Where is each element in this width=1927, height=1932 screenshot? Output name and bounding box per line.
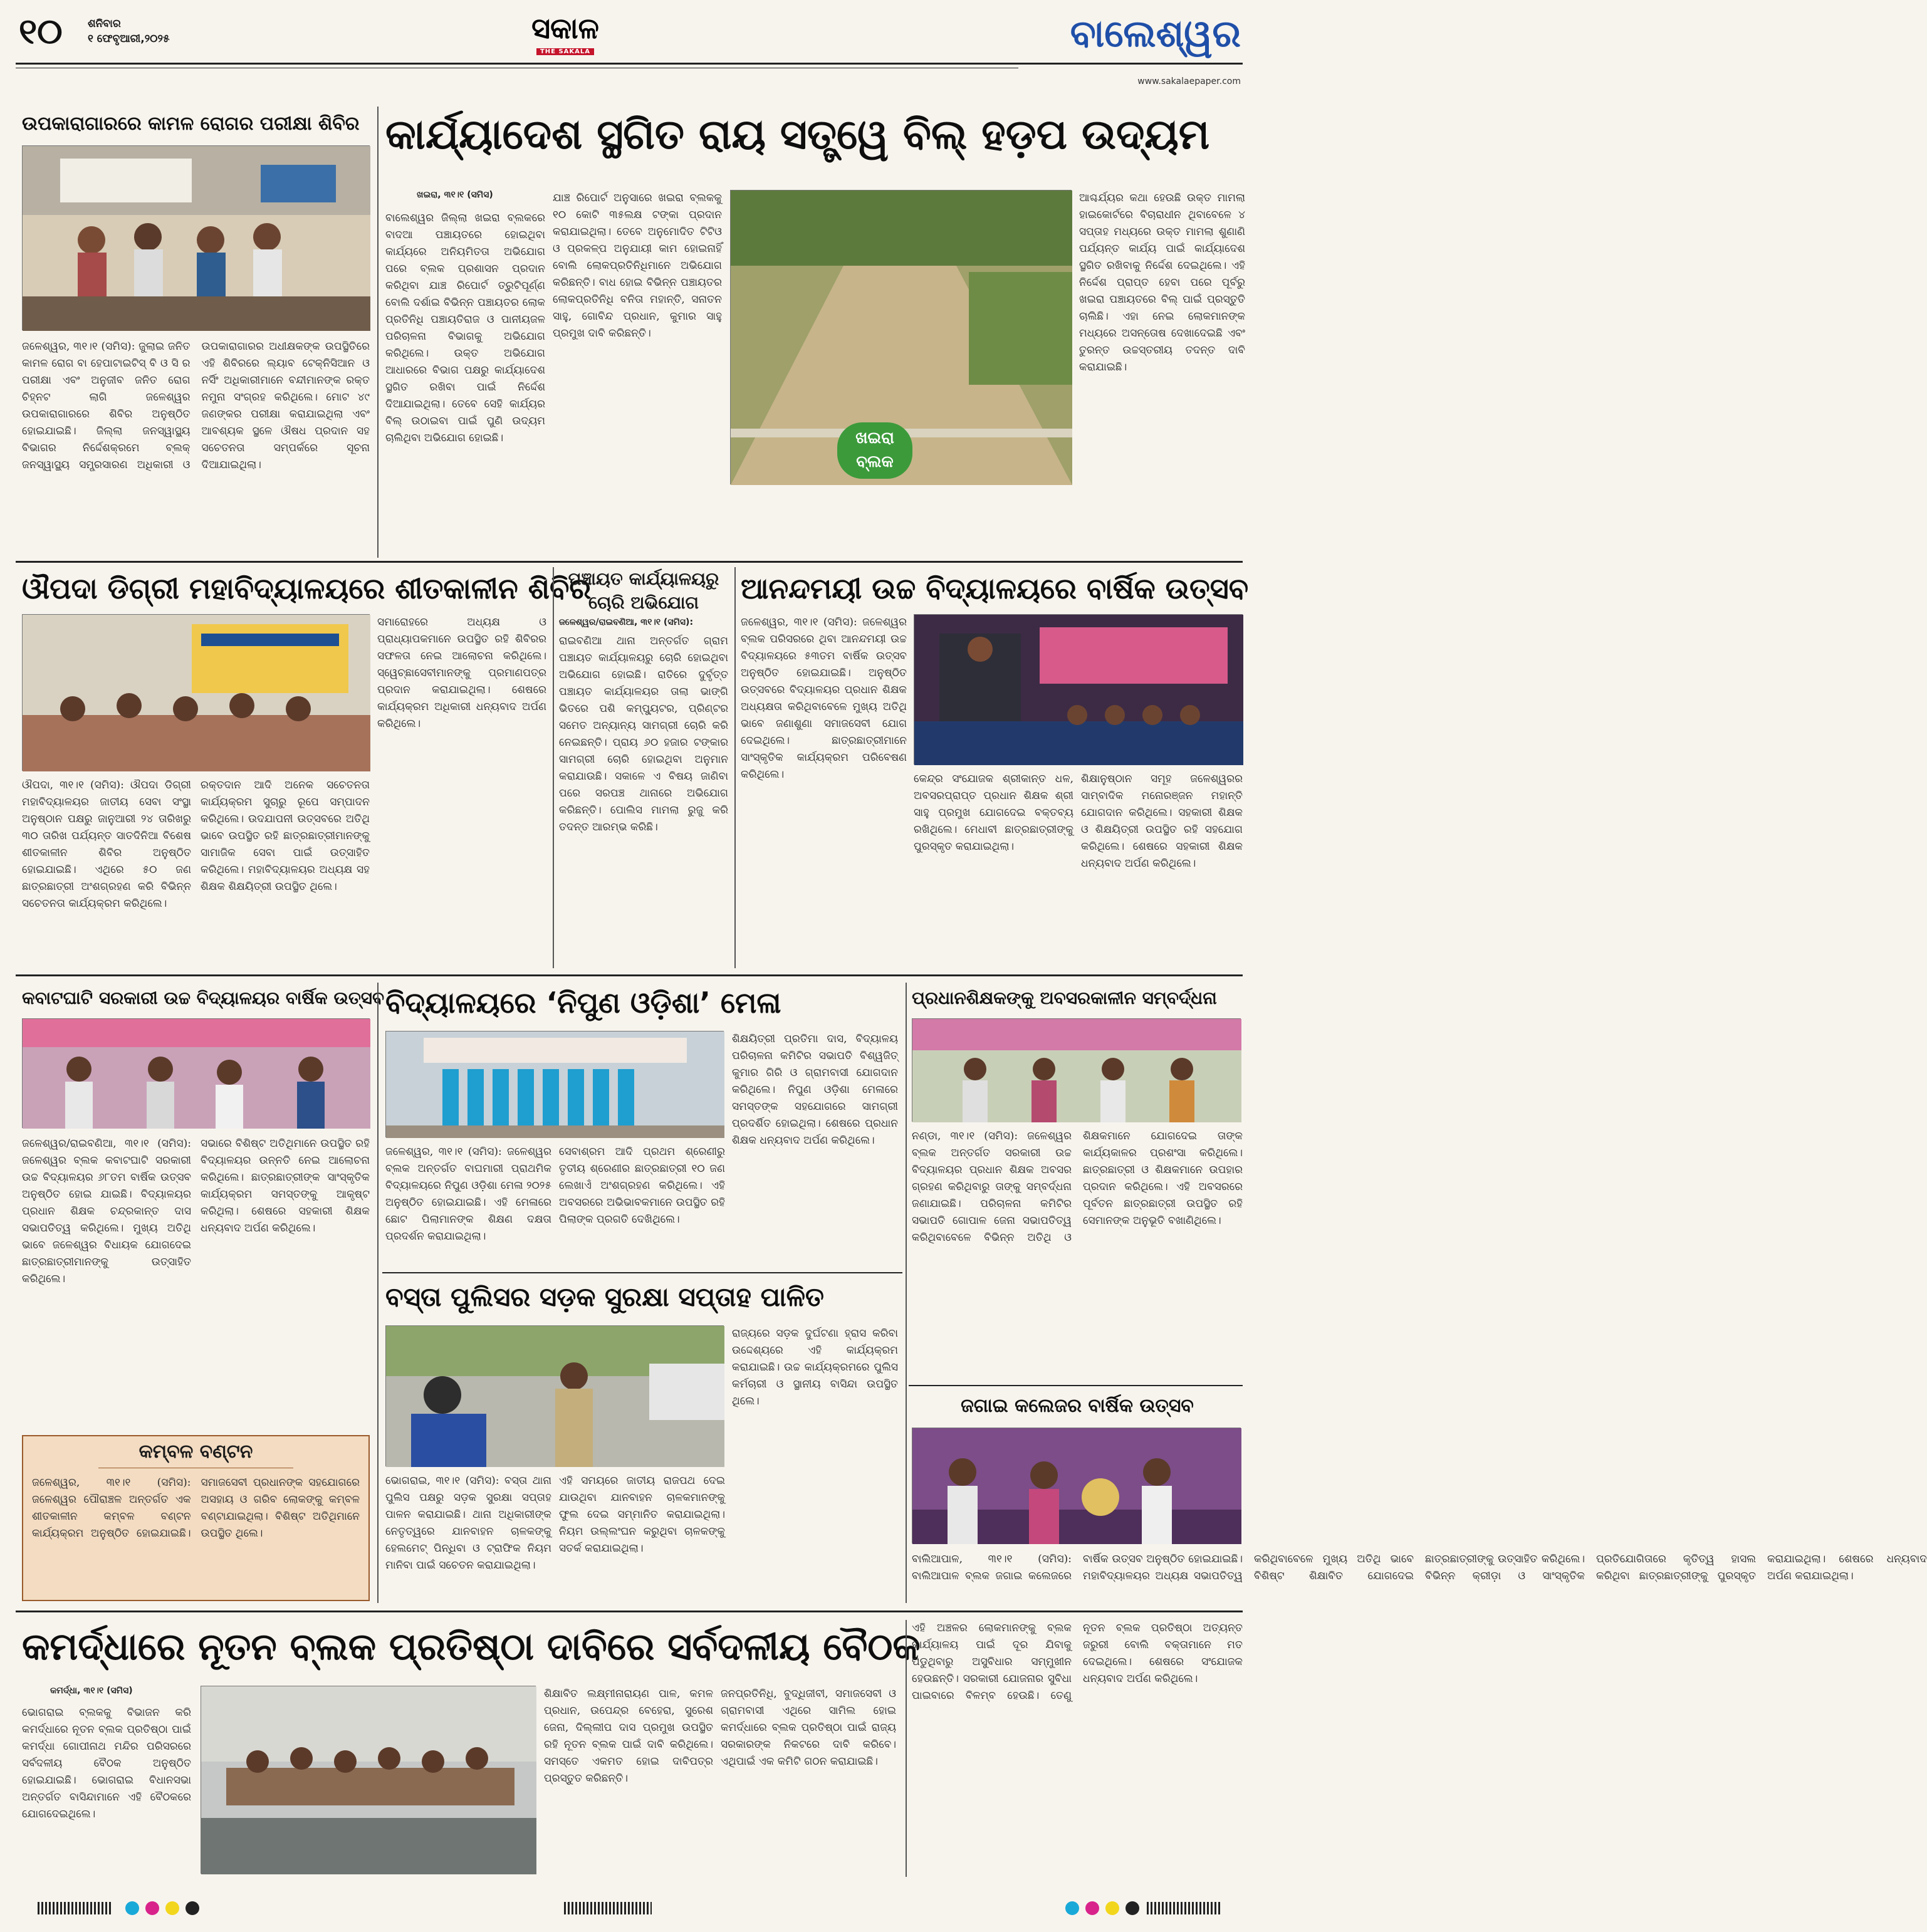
article-12-headline: କମର୍ଦ୍ଧାରେ ନୂତନ ବ୍ଲକ ପ୍ରତିଷ୍ଠା ଦାବିରେ ସର୍ବଦଳୀୟ ବୈଠକ (22, 1625, 921, 1669)
paper-name-en: THE SAKALA (536, 48, 594, 55)
article-12-body-4: ଏହି ଅଞ୍ଚଳର ଲୋକମାନଙ୍କୁ ବ୍ଲକ କାର୍ଯ୍ୟାଳୟ ପାଇଁ ଦୂର ଯିବାକୁ ପଡୁଥିବାରୁ ଅସୁବିଧାର ସମ୍ମୁଖୀନ ହେଉଛନ୍ତି। ସରକାରୀ ଯୋଜନାର ସୁବିଧା ପାଇବାରେ ବିଳମ୍ବ ହେଉଛି। ତେଣୁ ନୂତନ ବ୍ଲକ ପ୍ରତିଷ୍ଠା ଅତ୍ୟନ୍ତ ଜରୁରୀ ବୋଲି ବକ୍ତାମାନେ ମତ ଦେଇଥିଲେ। ଶେଷରେ ସଂଯୋଜକ ଧନ୍ୟବାଦ ଅର୍ପଣ କରିଥିଲେ। (912, 1622, 1243, 1702)
article-1-photo (22, 145, 370, 330)
khaira-block-badge (837, 422, 912, 479)
article-7-photo (385, 1031, 724, 1137)
jagai-college-photo-image (912, 1428, 1241, 1544)
article-5-photo (914, 614, 1243, 765)
article-6-body-1: ଜଳେଶ୍ୱର/ରାଇବଣିଆ, ୩୧।୧ (ସମିସ): ଜଳେଶ୍ୱର ବ୍ଲକ କବାଟଘାଟି ସରକାରୀ ଉଚ୍ଚ ବିଦ୍ୟାଳୟର ୬୮ତମ ବାର୍ଷିକ ଉତ୍ସବ ଅନୁଷ୍ଠିତ ହୋଇ ଯାଇଛି। ବିଦ୍ୟାଳୟର ପ୍ରଧାନ ଶିକ୍ଷକ ଚନ୍ଦ୍ରକାନ୍ତ ଦାସ ସଭାପତିତ୍ୱ କରିଥିଲେ। ମୁଖ୍ୟ ଅତିଥି ଭାବେ ଜଳେଶ୍ୱର ବିଧାୟକ ଯୋଗଦେଇ ଛାତ୍ରଛାତ୍ରୀମାନଙ୍କୁ ଉତ୍ସାହିତ କରିଥିଲେ। (22, 1137, 191, 1285)
article-12-body-2: ଶିକ୍ଷାବିତ ଲକ୍ଷ୍ମୀନାରାୟଣ ପାଳ, କମଳ ପ୍ରଧାନ, ଉପେନ୍ଦ୍ର ବେହେରା, ସୁରେଶ ଜେନା, ଦିଲ୍ଲୀପ ଦାସ ପ୍ରମୁଖ ଉପସ୍ଥିତ ରହି ନୂତନ ବ୍ଲକ ପାଇଁ ଦାବି କରିଥିଲେ। ସମସ୍ତେ ଏକମତ ହୋଇ ଦାବିପତ୍ର ପ୍ରସ୍ତୁତ କରିଛନ୍ତି। (544, 1688, 713, 1785)
col-rule-1 (377, 107, 379, 558)
masthead-rule (16, 63, 1243, 65)
article-7-body-2: ସେବାଶ୍ରମ ଆଦି ପ୍ରଥମ ଶ୍ରେଣୀରୁ ତୃତୀୟ ଶ୍ରେଣୀର ଛାତ୍ରଛାତ୍ରୀ ୧୦ ଜଣ ଲେଖାଏଁ ଅଂଶଗ୍ରହଣ କରିଥିଲେ। ଏହି ଅବସରରେ ଅଭିଭାବକମାନେ ଉପସ୍ଥିତ ରହି ପିଲାଙ୍କ ପ୍ରଗତି ଦେଖିଥିଲେ। (559, 1146, 725, 1226)
article-8-photo (912, 1018, 1241, 1122)
article-2-headline: କାର୍ଯ୍ୟାଦେଶ ସ୍ଥଗିତ ରାୟ ସତ୍ତ୍ୱେ ବିଲ୍ ହଡ଼ପ ଉଦ୍ୟମ (385, 110, 1210, 159)
registration-dot-cyan (125, 1901, 139, 1915)
nss-camp-photo-image (23, 615, 370, 771)
article-9-headline: ବସ୍ତା ପୁଲିସର ସଡ଼କ ସୁରକ୍ଷା ସପ୍ତାହ ପାଳିତ (385, 1282, 824, 1312)
masthead-day: ଶନିବାର (88, 18, 121, 30)
col-rule-4 (377, 983, 379, 1603)
article-2-dateline: ଖଇରା, ୩୧।୧ (ସମିସ) (417, 190, 493, 200)
article-6-body-2: ସଭାରେ ବିଶିଷ୍ଟ ଅତିଥିମାନେ ଉପସ୍ଥିତ ରହି ବିଦ୍ୟାଳୟର ଉନ୍ନତି ନେଇ ଆଲୋଚନା କରିଥିଲେ। ଛାତ୍ରଛାତ୍ରୀଙ୍କ ସାଂସ୍କୃତିକ କାର୍ଯ୍ୟକ୍ରମ ସମସ୍ତଙ୍କୁ ଆକୃଷ୍ଟ କରିଥିଲା। ଶେଷରେ ସହକାରୀ ଶିକ୍ଷକ ଧନ୍ୟବାଦ ଅର୍ପଣ କରିଥିଲେ। (201, 1137, 370, 1235)
article-3-body-3: ସମାରୋହରେ ଅଧ୍ୟକ୍ଷ ଓ ପ୍ରାଧ୍ୟାପକମାନେ ଉପସ୍ଥିତ ରହି ଶିବିରର ସଫଳତା ନେଇ ଆଲୋଚନା କରିଥିଲେ। ସ୍ୱେଚ୍ଛାସେବୀମାନଙ୍କୁ ପ୍ରମାଣପତ୍ର ପ୍ରଦାନ କରାଯାଇଥିଲା। ଶେଷରେ କାର୍ଯ୍ୟକ୍ରମ ଅଧିକାରୀ ଧନ୍ୟବାଦ ଅର୍ପଣ କରିଥିଲେ। (377, 616, 546, 730)
registration-dot-yellow (165, 1901, 179, 1915)
registration-bars-center (564, 1902, 652, 1914)
nipun-mela-photo-image (386, 1031, 724, 1138)
article-5-body-2: କେନ୍ଦ୍ର ସଂଯୋଜକ ଶ୍ରୀକାନ୍ତ ଧଳ, ଅବସରପ୍ରାପ୍ତ ପ୍ରଧାନ ଶିକ୍ଷକ ଶ୍ରୀ ସାହୁ ପ୍ରମୁଖ ଯୋଗଦେଇ ବକ୍ତବ୍ୟ ରଖିଥିଲେ। ମେଧାବୀ ଛାତ୍ରଛାତ୍ରୀଙ୍କୁ ପୁରସ୍କୃତ କରାଯାଇଥିଲା। (914, 773, 1073, 853)
article-5-body-3: ଶିକ୍ଷାନୁଷ୍ଠାନ ସମୂହ ଜଳେଶ୍ୱରର ସାମ୍ବାଦିକ ମନୋରଞ୍ଜନ ମହାନ୍ତି ଯୋଗଦାନ କରିଥିଲେ। ସହକାରୀ ଶିକ୍ଷକ ଓ ଶିକ୍ଷୟିତ୍ରୀ ଉପସ୍ଥିତ ରହି ସହଯୋଗ କରିଥିଲେ। ଶେଷରେ ସହକାରୀ ଶିକ୍ଷକ ଧନ୍ୟବାଦ ଅର୍ପଣ କରିଥିଲେ। (1081, 773, 1243, 870)
camp-photo-image (23, 146, 370, 331)
article-9-body-3: ରାଜ୍ୟରେ ସଡ଼କ ଦୁର୍ଘଟଣା ହ୍ରାସ କରିବା ଉଦ୍ଦେଶ୍ୟରେ ଏହି କାର୍ଯ୍ୟକ୍ରମ କରାଯାଇଛି। ଉଚ୍ଚ କାର୍ଯ୍ୟକ୍ରମରେ ପୁଲିସ କର୍ମଚାରୀ ଓ ସ୍ଥାନୀୟ ବାସିନ୍ଦା ଉପସ୍ଥିତ ଥିଲେ। (732, 1327, 898, 1407)
badge-line-1: ଖଇରା (855, 429, 894, 447)
article-2-body-2: ଯାଞ୍ଚ ରିପୋର୍ଟ ଅନୁସାରେ ଖଇରା ବ୍ଲକକୁ ୧୦ କୋଟି ୩୫ଲକ୍ଷ ଟଙ୍କା ପ୍ରଦାନ କରାଯାଇଥିଲା। ତେବେ ଅନୁମୋଦିତ ଟିଟିଓ ଓ ପ୍ରକଳ୍ପ ଅନୁଯାୟୀ କାମ ହୋଇନାହିଁ ବୋଲି ଲୋକପ୍ରତିନିଧିମାନେ ଅଭିଯୋଗ କରିଛନ୍ତି। ବାଧ ହୋଇ ବିଭିନ୍ନ ପଞ୍ଚାୟତର ଲୋକପ୍ରତିନିଧି ବନିତା ମହାନ୍ତି, ସନାତନ ସାହୁ, ଗୋବିନ୍ଦ ପ୍ରଧାନ, କୁମାର ସାହୁ ପ୍ରମୁଖ ଦାବି କରିଛନ୍ତି। (553, 192, 722, 340)
article-9-body-1: ଭୋଗରାଇ, ୩୧।୧ (ସମିସ): ବସ୍ତା ଥାନା ପୁଲିସ ପକ୍ଷରୁ ସଡ଼କ ସୁରକ୍ଷା ସପ୍ତାହ ପାଳନ କରାଯାଇଛି। ଥାନା ଅଧିକାରୀଙ୍କ ନେତୃତ୍ୱରେ ଯାନବାହନ ଚାଳକଙ୍କୁ ହେଲମେଟ୍ ପିନ୍ଧିବା ଓ ଟ୍ରାଫିକ ନିୟମ ମାନିବା ପାଇଁ ସଚେତନ କରାଯାଇଥିଲା। (385, 1475, 551, 1572)
registration-dot-magenta-right (1085, 1901, 1099, 1915)
article-10-body: ବାଲିଆପାଳ, ୩୧।୧ (ସମିସ): ବାଲିଆପାଳ ବ୍ଲକ ଜଗାଇ କଲେଜରେ ବାର୍ଷିକ ଉତ୍ସବ ଅନୁଷ୍ଠିତ ହୋଇଯାଇଛି। ମହାବିଦ୍ୟାଳୟର ଅଧ୍ୟକ୍ଷ ସଭାପତିତ୍ୱ କରିଥିବାବେଳେ ମୁଖ୍ୟ ଅତିଥି ଭାବେ ବିଶିଷ୍ଟ ଶିକ୍ଷାବିତ ଯୋଗଦେଇ ଛାତ୍ରଛାତ୍ରୀଙ୍କୁ ଉତ୍ସାହିତ କରିଥିଲେ। ବିଭିନ୍ନ କ୍ରୀଡ଼ା ଓ ସାଂସ୍କୃତିକ ପ୍ରତିଯୋଗିତାରେ କୃତିତ୍ୱ ହାସଲ କରିଥିବା ଛାତ୍ରଛାତ୍ରୀଙ୍କୁ ପୁରସ୍କୃତ କରାଯାଇଥିଲା। ଶେଷରେ ଧନ୍ୟବାଦ ଅର୍ପଣ କରାଯାଇଥିଲା। (912, 1553, 1927, 1582)
article-4-headline-line-2: ଚୋରି ଅଭିଯୋଗ (588, 592, 699, 613)
masthead-date: ୧ ଫେବୃଆରୀ,୨୦୨୫ (88, 33, 170, 45)
article-9-photo (385, 1325, 724, 1466)
col-rule-6 (906, 1620, 907, 1877)
inner-rule-2 (909, 1385, 1243, 1386)
article-2-photo (730, 190, 1072, 484)
article-6-headline: କବାଟଘାଟି ସରକାରୀ ଉଚ୍ଚ ବିଦ୍ୟାଳୟର ବାର୍ଷିକ ଉତ୍ସବ (22, 988, 385, 1008)
col-rule-5 (906, 983, 907, 1603)
article-3-body-1: ଔପଦା, ୩୧।୧ (ସମିସ): ଔପଦା ଡିଗ୍ରୀ ମହାବିଦ୍ୟାଳୟର ଜାତୀୟ ସେବା ସଂସ୍ଥା ଅନୁଷ୍ଠାନ ପକ୍ଷରୁ ଜାନୁଆରୀ ୨୪ ତାରିଖରୁ ୩୦ ତାରିଖ ପର୍ଯ୍ୟନ୍ତ ସାତଦିନିଆ ବିଶେଷ ଶୀତକାଳୀନ ଶିବିର ଅନୁଷ୍ଠିତ ହୋଇଯାଇଛି। ଏଥିରେ ୫୦ ଜଣ ଛାତ୍ରଛାତ୍ରୀ ଅଂଶଗ୍ରହଣ କରି ବିଭିନ୍ନ ସଚେତନତା କାର୍ଯ୍ୟକ୍ରମ କରିଥିଲେ। (22, 779, 191, 910)
article-3-body-2: ରକ୍ତଦାନ ଆଦି ଅନେକ ସଚେତନତା କାର୍ଯ୍ୟକ୍ରମ ସୁଚାରୁ ରୂପେ ସମ୍ପାଦନ କରିଥିଲେ। ଉଦଯାପନୀ ଉତ୍ସବରେ ଅତିଥି ଭାବେ ଉପସ୍ଥିତ ରହି ଛାତ୍ରଛାତ୍ରୀମାନଙ୍କୁ ସାମାଜିକ ସେବା ପାଇଁ ଉତ୍ସାହିତ କରିଥିଲେ। ମହାବିଦ୍ୟାଳୟର ଅଧ୍ୟକ୍ଷ ସହ ଶିକ୍ଷକ ଶିକ୍ଷୟିତ୍ରୀ ଉପସ୍ଥିତ ଥିଲେ। (201, 779, 370, 893)
registration-bars-left (38, 1902, 113, 1914)
article-10-headline: ଜଗାଇ କଲେଜର ବାର୍ଷିକ ଉତ୍ସବ (961, 1395, 1194, 1417)
registration-dot-magenta (145, 1901, 159, 1915)
registration-dot-cyan-right (1065, 1901, 1079, 1915)
registration-dot-yellow-right (1105, 1901, 1119, 1915)
article-11-headline: କମ୍ବଳ ବଣ୍ଟନ (98, 1436, 293, 1468)
article-4-headline (559, 567, 728, 615)
footer-strip (0, 1893, 1258, 1924)
article-7-headline: ବିଦ୍ୟାଳୟରେ ‘ନିପୁଣ ଓଡ଼ିଶା’ ମେଳା (385, 986, 781, 1020)
article-10-photo (912, 1428, 1241, 1543)
edition-name: ବାଲେଶ୍ୱର (1070, 12, 1241, 56)
inner-rule-1 (382, 1272, 902, 1273)
article-12-photo (201, 1686, 536, 1874)
article-1-body: ଜଳେଶ୍ୱର, ୩୧।୧ (ସମିସ): ଜୁଲାଇ ଜନିତ କାମଳ ରୋଗ ବା ହେପାଟାଇଟିସ୍ ବି ଓ ସି ର ପରୀକ୍ଷା ଏବଂ ଅନୁଜୀବ ଜନିତ ରୋଗ ଚିହ୍ନଟ ଲାଗି ଜଳେଶ୍ୱର ଉପକାରାଗାରରେ ଶିବିର ଅନୁଷ୍ଠିତ ହୋଇଯାଇଛି। ଜିଲ୍ଲା ଜନସ୍ୱାସ୍ଥ୍ୟ ବିଭାଗର ନିର୍ଦ୍ଦେଶକ୍ରମେ ବ୍ଲକ୍ ଜନସ୍ୱାସ୍ଥ୍ୟ ସମ୍ପ୍ରସାରଣ ଅଧିକାରୀ ଓ ଉପକାରାଗାରର ଅଧୀକ୍ଷକଙ୍କ ଉପସ୍ଥିତିରେ ଏହି ଶିବିରରେ ଲ୍ୟାବ ଟେକ୍ନିସିଆନ ଓ ନର୍ସିଂ ଅଧିକାରୀମାନେ ବନ୍ଦୀମାନଙ୍କ ରକ୍ତ ନମୁନା ସଂଗ୍ରହ କରିଥିଲେ। ମୋଟ ୪୯ ଜଣଙ୍କର ପରୀକ୍ଷା କରାଯାଇଥିଲା ଏବଂ ଆବଶ୍ୟକ ସ୍ଥଳେ ଔଷଧ ପ୍ରଦାନ ସହ ସଚେତନତା ସମ୍ପର୍କରେ ସୂଚନା ଦିଆଯାଇଥିଲା। (22, 340, 370, 471)
article-2-body-1: ବାଲେଶ୍ୱର ଜିଲ୍ଲା ଖଇରା ବ୍ଲକରେ ବାଦଆ ପଞ୍ଚାୟତରେ ହୋଇଥିବା କାର୍ଯ୍ୟରେ ଅନିୟମିତତା ଅଭିଯୋଗ ପରେ ବ୍ଲକ ପ୍ରଶାସନ ପ୍ରଦାନ କରିଥିବା ଯାଞ୍ଚ ରିପୋର୍ଟ ତ୍ରୁଟିପୂର୍ଣ୍ଣ ବୋଲି ଦର୍ଶାଇ ବିଭିନ୍ନ ପଞ୍ଚାୟତର ଲୋକ ପ୍ରତିନିଧି ପଞ୍ଚାୟତିରାଜ ଓ ପାନୀୟଜଳ ପରିଚାଳନା ବିଭାଗକୁ ଅଭିଯୋଗ କରିଥିଲେ। ଉକ୍ତ ଅଭିଯୋଗ ଆଧାରରେ ବିଭାଗ ପକ୍ଷରୁ କାର୍ଯ୍ୟାଦେଶ ସ୍ଥଗିତ ରଖିବା ପାଇଁ ନିର୍ଦ୍ଦେଶ ଦିଆଯାଇଥିଲା। ତେବେ ସେହି କାର୍ଯ୍ୟର ବିଲ୍ ଉଠାଇବା ପାଇଁ ପୁଣି ଉଦ୍ୟମ ଚାଲିଥିବା ଅଭିଯୋଗ ହୋଇଛି। (385, 212, 545, 444)
article-12-dateline: କମର୍ଦ୍ଧା, ୩୧।୧ (ସମିସ) (50, 1686, 133, 1696)
article-4-dateline: ଜଳେଶ୍ୱର/ରାଇବଣିଆ, ୩୧।୧ (ସମିସ): (559, 617, 694, 627)
article-3-photo (22, 614, 370, 771)
article-11-box (22, 1435, 370, 1601)
article-9-body-2: ଏହି ସମୟରେ ଜାତୀୟ ରାଜପଥ ଦେଇ ଯାଉଥିବା ଯାନବାହନ ଚାଳକମାନଙ୍କୁ ଫୁଲ ଦେଇ ସମ୍ମାନିତ କରାଯାଇଥିଲା। ନିୟମ ଉଲ୍ଲଂଘନ କରୁଥିବା ଚାଳକଙ୍କୁ ସତର୍କ କରାଯାଇଥିଲା। (559, 1475, 725, 1555)
retirement-felicitation-photo-image (912, 1019, 1241, 1122)
road-safety-photo-image (386, 1326, 724, 1467)
col-rule-3 (734, 567, 736, 968)
annual-function-photo-image (914, 615, 1243, 765)
article-5-headline: ଆନନ୍ଦମୟୀ ଉଚ୍ଚ ବିଦ୍ୟାଳୟରେ ବାର୍ଷିକ ଉତ୍ସବ (741, 572, 1249, 605)
article-12-body-3: ଜନପ୍ରତିନିଧି, ବୁଦ୍ଧିଜୀବୀ, ସମାଜସେବୀ ଓ ଗ୍ରାମବାସୀ ଏଥିରେ ସାମିଲ ହୋଇ କମର୍ଦ୍ଧାରେ ବ୍ଲକ ପ୍ରତିଷ୍ଠା ପାଇଁ ରାଜ୍ୟ ସରକାରଙ୍କ ନିକଟରେ ଦାବି କରିବେ। ଏଥିପାଇଁ ଏକ କମିଟି ଗଠନ କରାଯାଇଛି। (721, 1688, 896, 1768)
article-7-body-3: ଶିକ୍ଷୟିତ୍ରୀ ପ୍ରତିମା ଦାସ, ବିଦ୍ୟାଳୟ ପରିଚାଳନା କମିଟିର ସଭାପତି ବିଶ୍ୱଜିତ୍ କୁମାର ଗିରି ଓ ଗ୍ରାମବାସୀ ଯୋଗଦାନ କରିଥିଲେ। ନିପୁଣ ଓଡ଼ିଶା ମେଳାରେ ସମସ୍ତଙ୍କ ସହଯୋଗରେ ସାମଗ୍ରୀ ପ୍ରଦର୍ଶିତ ହୋଇଥିଲା। ଶେଷରେ ପ୍ରଧାନ ଶିକ୍ଷକ ଧନ୍ୟବାଦ ଅର୍ପଣ କରିଥିଲେ। (732, 1033, 898, 1147)
article-3-headline: ଔପଦା ଡିଗ୍ରୀ ମହାବିଦ୍ୟାଳୟରେ ଶୀତକାଳୀନ ଶିବିର (22, 572, 592, 605)
article-4-body: ରାଇବଣିଆ ଥାନା ଅନ୍ତର୍ଗତ ଗ୍ରାମ ପଞ୍ଚାୟତ କାର୍ଯ୍ୟାଳୟରୁ ଚୋରି ହୋଇଥିବା ଅଭିଯୋଗ ହୋଇଛି। ରାତିରେ ଦୁର୍ବୃତ୍ତ ପଞ୍ଚାୟତ କାର୍ଯ୍ୟାଳୟର ତାଲା ଭାଙ୍ଗି ଭିତରେ ପଶି କମ୍ପ୍ୟୁଟର, ପ୍ରିଣ୍ଟର ସମେତ ଅନ୍ୟାନ୍ୟ ସାମଗ୍ରୀ ଚୋରି କରି ନେଇଛନ୍ତି। ପ୍ରାୟ ୬୦ ହଜାର ଟଙ୍କାର ସାମଗ୍ରୀ ଚୋରି ହୋଇଥିବା ଅନୁମାନ କରାଯାଉଛି। ସକାଳେ ଏ ବିଷୟ ଜାଣିବା ପରେ ସରପଞ୍ଚ ଥାନାରେ ଅଭିଯୋଗ କରିଛନ୍ତି। ପୋଲିସ ମାମଲା ରୁଜୁ କରି ତଦନ୍ତ ଆରମ୍ଭ କରିଛି। (559, 635, 728, 833)
registration-dot-black-right (1125, 1901, 1139, 1915)
page-number: ୧୦ (19, 11, 63, 52)
article-1-headline: ଉପକାରାଗାରରେ କାମଳ ରୋଗର ପରୀକ୍ଷା ଶିବିର (22, 113, 360, 135)
article-8-headline: ପ୍ରଧାନଶିକ୍ଷକଙ୍କୁ ଅବସରକାଳୀନ ସମ୍ବର୍ଦ୍ଧନା (912, 988, 1217, 1008)
paper-logo (509, 11, 622, 55)
registration-bars-right (1147, 1902, 1222, 1914)
website-url: www.sakalaepaper.com (1137, 76, 1241, 86)
article-12-body-1: ଭୋଗରାଇ ବ୍ଲକକୁ ବିଭାଜନ କରି କମର୍ଦ୍ଧାରେ ନୂତନ ବ୍ଲକ ପ୍ରତିଷ୍ଠା ପାଇଁ କମର୍ଦ୍ଧା ଗୋପୀନାଥ ମନ୍ଦିର ପରିସରରେ ସର୍ବଦଳୀୟ ବୈଠକ ଅନୁଷ୍ଠିତ ହୋଇଯାଇଛି। ଭୋଗରାଇ ବିଧାନସଭା ଅନ୍ତର୍ଗତ ବାସିନ୍ଦାମାନେ ଏହି ବୈଠକରେ ଯୋଗଦେଇଥିଲେ। (22, 1706, 191, 1820)
article-8-body: ନଣ୍ଡା, ୩୧।୧ (ସମିସ): ଜଳେଶ୍ୱର ବ୍ଲକ ଅନ୍ତର୍ଗତ ସରକାରୀ ଉଚ୍ଚ ବିଦ୍ୟାଳୟର ପ୍ରଧାନ ଶିକ୍ଷକ ଅବସର ଗ୍ରହଣ କରିଥିବାରୁ ତାଙ୍କୁ ସମ୍ବର୍ଦ୍ଧନା ଜଣାଯାଇଛି। ପରିଚାଳନା କମିଟିର ସଭାପତି ଗୋପାଳ ଜେନା ସଭାପତିତ୍ୱ କରିଥିବାବେଳେ ବିଭିନ୍ନ ଅତିଥି ଓ ଶିକ୍ଷକମାନେ ଯୋଗଦେଇ ତାଙ୍କ କାର୍ଯ୍ୟକାଳର ପ୍ରଶଂସା କରିଥିଲେ। ଛାତ୍ରଛାତ୍ରୀ ଓ ଶିକ୍ଷକମାନେ ଉପହାର ପ୍ରଦାନ କରିଥିଲେ। ଏହି ଅବସରରେ ପୂର୍ବତନ ଛାତ୍ରଛାତ୍ରୀ ଉପସ୍ଥିତ ରହି ସେମାନଙ୍କ ଅନୁଭୂତି ବଖାଣିଥିଲେ। (912, 1130, 1243, 1244)
article-5-body-1: ଜଳେଶ୍ୱର, ୩୧।୧ (ସମିସ): ଜଳେଶ୍ୱର ବ୍ଲକ ପରିସରରେ ଥିବା ଆନନ୍ଦମୟୀ ଉଚ୍ଚ ବିଦ୍ୟାଳୟରେ ୫୩ତମ ବାର୍ଷିକ ଉତ୍ସବ ଅନୁଷ୍ଠିତ ହୋଇଯାଇଛି। ଅନୁଷ୍ଠିତ ଉତ୍ସବରେ ବିଦ୍ୟାଳୟର ପ୍ରଧାନ ଶିକ୍ଷକ ଅଧ୍ୟକ୍ଷତା କରିଥିବାବେଳେ ମୁଖ୍ୟ ଅତିଥି ଭାବେ ଜଣାଶୁଣା ସମାଜସେବୀ ଯୋଗ ଦେଇଥିଲେ। ଛାତ୍ରଛାତ୍ରୀମାନେ ସାଂସ୍କୃତିକ କାର୍ଯ୍ୟକ୍ରମ ପରିବେଷଣ କରିଥିଲେ। (741, 616, 907, 781)
article-4-headline-line-1: ପଞ୍ଚାୟତ କାର୍ଯ୍ୟାଳୟରୁ (568, 568, 719, 589)
kabatghati-photo-image (23, 1019, 370, 1129)
meeting-photo-image (201, 1686, 536, 1874)
article-11-body: ଜଳେଶ୍ୱର, ୩୧।୧ (ସମିସ): ଜଳେଶ୍ୱର ପୌରାଞ୍ଚଳ ଅନ୍ତର୍ଗତ ଏକ ଶୀତକାଳୀନ କମ୍ବଳ ବଣ୍ଟନ କାର୍ଯ୍ୟକ୍ରମ ଅନୁଷ୍ଠିତ ହୋଇଯାଇଛି। ସମାଜସେବୀ ପ୍ରଧାନଙ୍କ ସହଯୋଗରେ ଅସହାୟ ଓ ଗରିବ ଲୋକଙ୍କୁ କମ୍ବଳ ବଣ୍ଟାଯାଇଥିଲା। ବିଶିଷ୍ଟ ଅତିଥିମାନେ ଉପସ୍ଥିତ ଥିଲେ। (32, 1476, 360, 1540)
paper-name: ସକାଳ (531, 11, 599, 45)
article-6-photo (22, 1018, 370, 1128)
row-rule-1 (16, 561, 1243, 563)
col-rule-2 (553, 567, 554, 968)
badge-line-2: ବ୍ଲକ (856, 452, 894, 471)
registration-dot-black (185, 1901, 199, 1915)
row-rule-2 (16, 974, 1243, 976)
row-rule-3 (16, 1611, 1243, 1612)
article-7-body-1: ଜଳେଶ୍ୱର, ୩୧।୧ (ସମିସ): ଜଳେଶ୍ୱର ବ୍ଲକ ଅନ୍ତର୍ଗତ ବାଘମାରୀ ପ୍ରାଥମିକ ବିଦ୍ୟାଳୟରେ ନିପୁଣ ଓଡ଼ିଶା ମେଳା ୨୦୨୫ ଅନୁଷ୍ଠିତ ହୋଇଯାଇଛି। ଏହି ମେଳାରେ ଛୋଟ ପିଲାମାନଙ୍କ ଶିକ୍ଷଣ ଦକ୍ଷତା ପ୍ରଦର୍ଶନ କରାଯାଇଥିଲା। (385, 1146, 551, 1243)
article-2-body-3: ଆଶ୍ଚର୍ଯ୍ୟର କଥା ହେଉଛି ଉକ୍ତ ମାମଲା ହାଇକୋର୍ଟରେ ବିଚାରାଧୀନ ଥିବାବେଳେ ୪ ସପ୍ତାହ ମଧ୍ୟରେ ଉକ୍ତ ମାମଲା ଶୁଣାଣି ପର୍ଯ୍ୟନ୍ତ କାର୍ଯ୍ୟ ପାଇଁ କାର୍ଯ୍ୟାଦେଶ ସ୍ଥଗିତ ରଖିବାକୁ ନିର୍ଦ୍ଦେଶ ଦେଇଥିଲେ। ଏହି ନିର୍ଦ୍ଦେଶ ପ୍ରାପ୍ତ ହେବା ପରେ ପୂର୍ବରୁ ଖଇରା ପଞ୍ଚାୟତରେ ବିଲ୍ ପାଇଁ ପ୍ରସ୍ତୁତି ଚାଲିଛି। ଏହା ନେଇ ଲୋକମାନଙ୍କ ମଧ୍ୟରେ ଅସନ୍ତୋଷ ଦେଖାଦେଇଛି ଏବଂ ତୁରନ୍ତ ଉଚ୍ଚସ୍ତରୀୟ ତଦନ୍ତ ଦାବି କରାଯାଇଛି। (1079, 192, 1245, 373)
